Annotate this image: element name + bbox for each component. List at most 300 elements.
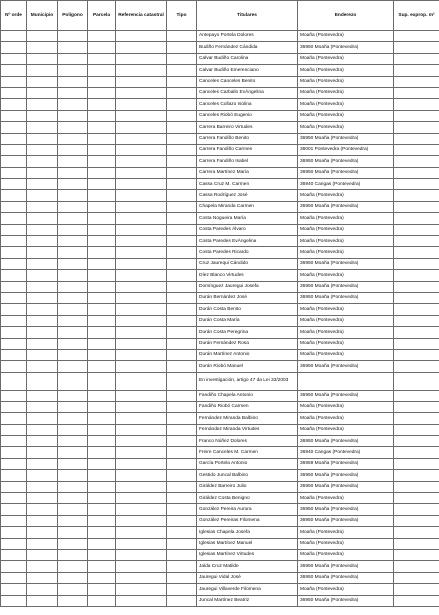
empty-cell <box>58 493 88 504</box>
empty-cell <box>58 447 88 458</box>
col-header-referencia: Referencia catastral <box>116 1 167 31</box>
empty-cell <box>116 87 167 98</box>
empty-cell <box>88 470 116 481</box>
empty-cell <box>88 31 116 42</box>
empty-cell <box>88 156 116 167</box>
empty-cell <box>116 315 167 326</box>
empty-cell <box>27 515 58 526</box>
empty-cell <box>88 561 116 572</box>
enderezo-cell: 36950 Moaña (Pontevedra) <box>298 481 394 492</box>
empty-cell <box>58 436 88 447</box>
col-header-municipio: Municipio <box>27 1 58 31</box>
table-row <box>1 87 439 98</box>
empty-cell <box>167 201 197 212</box>
empty-cell <box>88 42 116 53</box>
empty-cell <box>116 436 167 447</box>
empty-cell <box>27 258 58 269</box>
titular-cell: Budiño Fernández Cándida <box>197 42 298 53</box>
empty-cell <box>88 572 116 583</box>
enderezo-cell: 36950 Moaña (Pontevedra) <box>298 167 394 178</box>
titular-cell: Canceles Collazo Isolina <box>197 99 298 110</box>
empty-cell <box>116 561 167 572</box>
empty-cell <box>27 281 58 292</box>
empty-cell <box>394 156 439 167</box>
empty-cell <box>27 122 58 133</box>
empty-cell <box>394 99 439 110</box>
titular-cell: Iglesias Martínez Virtudes <box>197 549 298 560</box>
table-row <box>1 572 439 583</box>
enderezo-cell: 36940 Cangas (Pontevedra) <box>298 447 394 458</box>
empty-cell <box>167 122 197 133</box>
empty-cell <box>88 201 116 212</box>
empty-cell <box>116 424 167 435</box>
empty-cell <box>58 504 88 515</box>
empty-cell <box>27 270 58 281</box>
empty-cell <box>394 224 439 235</box>
empty-cell <box>167 481 197 492</box>
empty-cell <box>27 504 58 515</box>
empty-cell <box>88 179 116 190</box>
table-row <box>1 390 439 401</box>
empty-cell <box>1 179 27 190</box>
empty-cell <box>1 281 27 292</box>
empty-cell <box>394 201 439 212</box>
empty-cell <box>394 65 439 76</box>
empty-cell <box>394 31 439 42</box>
empty-cell <box>1 270 27 281</box>
titular-cell: Canceles Carballo EvÁngelina <box>197 87 298 98</box>
empty-cell <box>88 99 116 110</box>
titular-cell: Iglesias Chapela Josefa <box>197 527 298 538</box>
empty-cell <box>58 515 88 526</box>
empty-cell <box>167 458 197 469</box>
empty-cell <box>1 361 27 372</box>
titular-cell: Giráldez Costa Benigno <box>197 493 298 504</box>
table-row <box>1 372 439 390</box>
empty-cell <box>394 561 439 572</box>
table-row <box>1 315 439 326</box>
empty-cell <box>167 87 197 98</box>
enderezo-cell: Moaña (Pontevedra) <box>298 31 394 42</box>
titular-cell: Durán Bernárdez José <box>197 292 298 303</box>
enderezo-cell: 36959 Moaña (Pontevedra) <box>298 458 394 469</box>
empty-cell <box>58 53 88 64</box>
empty-cell <box>1 572 27 583</box>
empty-cell <box>27 87 58 98</box>
empty-cell <box>88 493 116 504</box>
empty-cell <box>88 372 116 390</box>
titular-cell: Giráldez Barreiro Julio <box>197 481 298 492</box>
empty-cell <box>394 53 439 64</box>
empty-cell <box>394 179 439 190</box>
empty-cell <box>167 236 197 247</box>
titular-cell: Jauregui Vidal José <box>197 572 298 583</box>
titular-cell: Calvar Budiño Carolina <box>197 53 298 64</box>
empty-cell <box>116 42 167 53</box>
enderezo-cell: 36950 Moaña (Pontevedra) <box>298 470 394 481</box>
titular-cell: García Portela Antonio <box>197 458 298 469</box>
empty-cell <box>116 65 167 76</box>
empty-cell <box>394 424 439 435</box>
enderezo-cell: 36950 Moaña (Pontevedra) <box>298 595 394 606</box>
enderezo-cell: Moaña (Pontevedra) <box>298 190 394 201</box>
empty-cell <box>27 224 58 235</box>
empty-cell <box>116 53 167 64</box>
enderezo-cell: 36950 Moaña (Pontevedra) <box>298 515 394 526</box>
empty-cell <box>1 470 27 481</box>
empty-cell <box>88 110 116 121</box>
table-row <box>1 549 439 560</box>
empty-cell <box>116 99 167 110</box>
empty-cell <box>27 179 58 190</box>
empty-cell <box>116 270 167 281</box>
titular-cell: Cassa Rodríguez José <box>197 190 298 201</box>
empty-cell <box>88 481 116 492</box>
col-header-tipo: Tipo <box>167 1 197 31</box>
empty-cell <box>394 493 439 504</box>
empty-cell <box>1 247 27 258</box>
empty-cell <box>1 156 27 167</box>
empty-cell <box>394 481 439 492</box>
empty-cell <box>1 349 27 360</box>
empty-cell <box>27 561 58 572</box>
table-row <box>1 110 439 121</box>
empty-cell <box>27 493 58 504</box>
empty-cell <box>27 144 58 155</box>
empty-cell <box>58 110 88 121</box>
empty-cell <box>88 258 116 269</box>
empty-cell <box>1 236 27 247</box>
empty-cell <box>58 258 88 269</box>
empty-cell <box>27 201 58 212</box>
empty-cell <box>394 549 439 560</box>
empty-cell <box>27 247 58 258</box>
table-row <box>1 338 439 349</box>
titular-cell: Iglesias Martínez Manuel <box>197 538 298 549</box>
titular-cell: Carrera Fandiño Carmen <box>197 144 298 155</box>
empty-cell <box>27 361 58 372</box>
empty-cell <box>58 572 88 583</box>
table-row <box>1 292 439 303</box>
titular-cell: Díez Blanco Virtudes <box>197 270 298 281</box>
empty-cell <box>116 258 167 269</box>
empty-cell <box>58 156 88 167</box>
titular-cell: En investigación, artigo 47 da Lei 33/2003 <box>197 372 298 390</box>
table-row <box>1 470 439 481</box>
empty-cell <box>58 87 88 98</box>
titular-cell: Carrera Martínez María <box>197 167 298 178</box>
empty-cell <box>58 458 88 469</box>
empty-cell <box>394 447 439 458</box>
titular-cell: Chapela Miranda Carmen <box>197 201 298 212</box>
enderezo-cell: Moaña (Pontevedra) <box>298 87 394 98</box>
empty-cell <box>58 99 88 110</box>
enderezo-cell: 36950 Moaña (Pontevedra) <box>298 292 394 303</box>
empty-cell <box>167 436 197 447</box>
empty-cell <box>1 372 27 390</box>
empty-cell <box>88 527 116 538</box>
empty-cell <box>1 99 27 110</box>
empty-cell <box>167 65 197 76</box>
empty-cell <box>116 327 167 338</box>
empty-cell <box>27 156 58 167</box>
empty-cell <box>88 270 116 281</box>
empty-cell <box>27 424 58 435</box>
titular-cell: Fernández Miranda Virtudes <box>197 424 298 435</box>
empty-cell <box>88 327 116 338</box>
empty-cell <box>27 549 58 560</box>
enderezo-cell: 36950 Moaña (Pontevedra) <box>298 201 394 212</box>
empty-cell <box>116 584 167 595</box>
titular-cell: Costa Paredes EvÁngelina <box>197 236 298 247</box>
enderezo-cell: 36950 Moaña (Pontevedra) <box>298 436 394 447</box>
empty-cell <box>167 31 197 42</box>
empty-cell <box>1 561 27 572</box>
empty-cell <box>394 167 439 178</box>
empty-cell <box>27 470 58 481</box>
empty-cell <box>1 549 27 560</box>
empty-cell <box>58 76 88 87</box>
empty-cell <box>1 527 27 538</box>
empty-cell <box>27 447 58 458</box>
empty-cell <box>58 549 88 560</box>
empty-cell <box>1 110 27 121</box>
empty-cell <box>116 122 167 133</box>
empty-cell <box>88 247 116 258</box>
empty-cell <box>167 327 197 338</box>
empty-cell <box>27 327 58 338</box>
empty-cell <box>58 247 88 258</box>
empty-cell <box>88 87 116 98</box>
empty-cell <box>167 53 197 64</box>
empty-cell <box>27 338 58 349</box>
empty-cell <box>1 595 27 606</box>
titular-cell: Carrera Fandiño Benito <box>197 133 298 144</box>
empty-cell <box>58 167 88 178</box>
empty-cell <box>27 572 58 583</box>
empty-cell <box>58 349 88 360</box>
empty-cell <box>116 349 167 360</box>
empty-cell <box>116 538 167 549</box>
empty-cell <box>27 349 58 360</box>
empty-cell <box>1 292 27 303</box>
empty-cell <box>88 447 116 458</box>
table-row <box>1 458 439 469</box>
empty-cell <box>167 549 197 560</box>
empty-cell <box>394 133 439 144</box>
enderezo-cell: Moaña (Pontevedra) <box>298 527 394 538</box>
empty-cell <box>58 270 88 281</box>
empty-cell <box>58 179 88 190</box>
empty-cell <box>116 236 167 247</box>
table-row <box>1 481 439 492</box>
empty-cell <box>88 315 116 326</box>
empty-cell <box>394 213 439 224</box>
empty-cell <box>88 515 116 526</box>
titular-cell: Costa Paredes Ricardo <box>197 247 298 258</box>
titular-cell: Fernández Miranda Balbino <box>197 413 298 424</box>
empty-cell <box>58 401 88 412</box>
empty-cell <box>167 224 197 235</box>
empty-cell <box>27 372 58 390</box>
empty-cell <box>394 372 439 390</box>
titular-cell: Juncal Martínez Beatriz <box>197 595 298 606</box>
table-row <box>1 304 439 315</box>
empty-cell <box>27 413 58 424</box>
empty-cell <box>88 144 116 155</box>
col-header-parcela: Parcela <box>88 1 116 31</box>
empty-cell <box>88 390 116 401</box>
table-row <box>1 224 439 235</box>
empty-cell <box>167 213 197 224</box>
empty-cell <box>1 515 27 526</box>
empty-cell <box>58 538 88 549</box>
empty-cell <box>88 292 116 303</box>
empty-cell <box>58 281 88 292</box>
empty-cell <box>1 31 27 42</box>
enderezo-cell: 36950 Moaña (Pontevedra) <box>298 281 394 292</box>
empty-cell <box>88 361 116 372</box>
empty-cell <box>58 65 88 76</box>
empty-cell <box>167 338 197 349</box>
empty-cell <box>116 144 167 155</box>
empty-cell <box>167 292 197 303</box>
enderezo-cell: 36001 Pontevedra (Pontevedra) <box>298 144 394 155</box>
empty-cell <box>167 304 197 315</box>
empty-cell <box>167 504 197 515</box>
enderezo-cell: Moaña (Pontevedra) <box>298 493 394 504</box>
empty-cell <box>1 304 27 315</box>
enderezo-cell: 36950 Moaña (Pontevedra) <box>298 42 394 53</box>
empty-cell <box>1 424 27 435</box>
table-row <box>1 515 439 526</box>
empty-cell <box>116 31 167 42</box>
empty-cell <box>88 190 116 201</box>
empty-cell <box>167 190 197 201</box>
empty-cell <box>58 413 88 424</box>
empty-cell <box>1 436 27 447</box>
empty-cell <box>88 401 116 412</box>
empty-cell <box>88 281 116 292</box>
table-row <box>1 53 439 64</box>
enderezo-cell: Moaña (Pontevedra) <box>298 247 394 258</box>
empty-cell <box>394 190 439 201</box>
empty-cell <box>167 515 197 526</box>
empty-cell <box>1 447 27 458</box>
empty-cell <box>116 281 167 292</box>
table-row <box>1 144 439 155</box>
empty-cell <box>1 65 27 76</box>
empty-cell <box>1 144 27 155</box>
empty-cell <box>167 527 197 538</box>
enderezo-cell: Moaña (Pontevedra) <box>298 224 394 235</box>
empty-cell <box>394 258 439 269</box>
empty-cell <box>394 87 439 98</box>
empty-cell <box>27 481 58 492</box>
empty-cell <box>116 133 167 144</box>
enderezo-cell: Moaña (Pontevedra) <box>298 53 394 64</box>
empty-cell <box>394 515 439 526</box>
empty-cell <box>27 595 58 606</box>
empty-cell <box>27 167 58 178</box>
empty-cell <box>1 167 27 178</box>
empty-cell <box>58 31 88 42</box>
empty-cell <box>394 584 439 595</box>
empty-cell <box>58 584 88 595</box>
header-row <box>1 1 439 31</box>
enderezo-cell: Moaña (Pontevedra) <box>298 65 394 76</box>
empty-cell <box>27 436 58 447</box>
empty-cell <box>27 584 58 595</box>
empty-cell <box>394 110 439 121</box>
empty-cell <box>27 65 58 76</box>
titular-cell: González Pereiras Filomena <box>197 515 298 526</box>
empty-cell <box>1 190 27 201</box>
empty-cell <box>394 327 439 338</box>
empty-cell <box>116 76 167 87</box>
empty-cell <box>27 292 58 303</box>
empty-cell <box>58 133 88 144</box>
empty-cell <box>1 258 27 269</box>
table-row <box>1 504 439 515</box>
empty-cell <box>1 504 27 515</box>
enderezo-cell: 36950 Moaña (Pontevedra) <box>298 361 394 372</box>
enderezo-cell: Moaña (Pontevedra) <box>298 315 394 326</box>
empty-cell <box>1 493 27 504</box>
titular-cell: Cassa Cruz M. Carmen <box>197 179 298 190</box>
empty-cell <box>116 292 167 303</box>
empty-cell <box>58 236 88 247</box>
table-row <box>1 538 439 549</box>
empty-cell <box>27 315 58 326</box>
titular-cell: Cruz Jaurequi Cándido <box>197 258 298 269</box>
empty-cell <box>167 572 197 583</box>
table-row <box>1 527 439 538</box>
empty-cell <box>116 179 167 190</box>
empty-cell <box>88 167 116 178</box>
empty-cell <box>1 224 27 235</box>
table-row <box>1 447 439 458</box>
empty-cell <box>394 436 439 447</box>
empty-cell <box>394 144 439 155</box>
empty-cell <box>394 572 439 583</box>
empty-cell <box>167 133 197 144</box>
empty-cell <box>167 424 197 435</box>
titular-cell: Antepayo Portela Dolores <box>197 31 298 42</box>
empty-cell <box>1 315 27 326</box>
enderezo-cell: Moaña (Pontevedra) <box>298 122 394 133</box>
enderezo-cell: 36950 Moaña (Pontevedra) <box>298 572 394 583</box>
titular-cell: Fandiño Chapela Antonio <box>197 390 298 401</box>
empty-cell <box>116 201 167 212</box>
empty-cell <box>167 315 197 326</box>
table-row <box>1 424 439 435</box>
titular-cell: Canceles Riobó Eugenio <box>197 110 298 121</box>
empty-cell <box>88 458 116 469</box>
empty-cell <box>394 458 439 469</box>
empty-cell <box>167 538 197 549</box>
empty-cell <box>27 527 58 538</box>
empty-cell <box>88 538 116 549</box>
table-row <box>1 31 439 42</box>
empty-cell <box>394 281 439 292</box>
enderezo-cell: Moaña (Pontevedra) <box>298 338 394 349</box>
empty-cell <box>394 390 439 401</box>
empty-cell <box>116 572 167 583</box>
table-row <box>1 213 439 224</box>
empty-cell <box>1 42 27 53</box>
table-row <box>1 436 439 447</box>
